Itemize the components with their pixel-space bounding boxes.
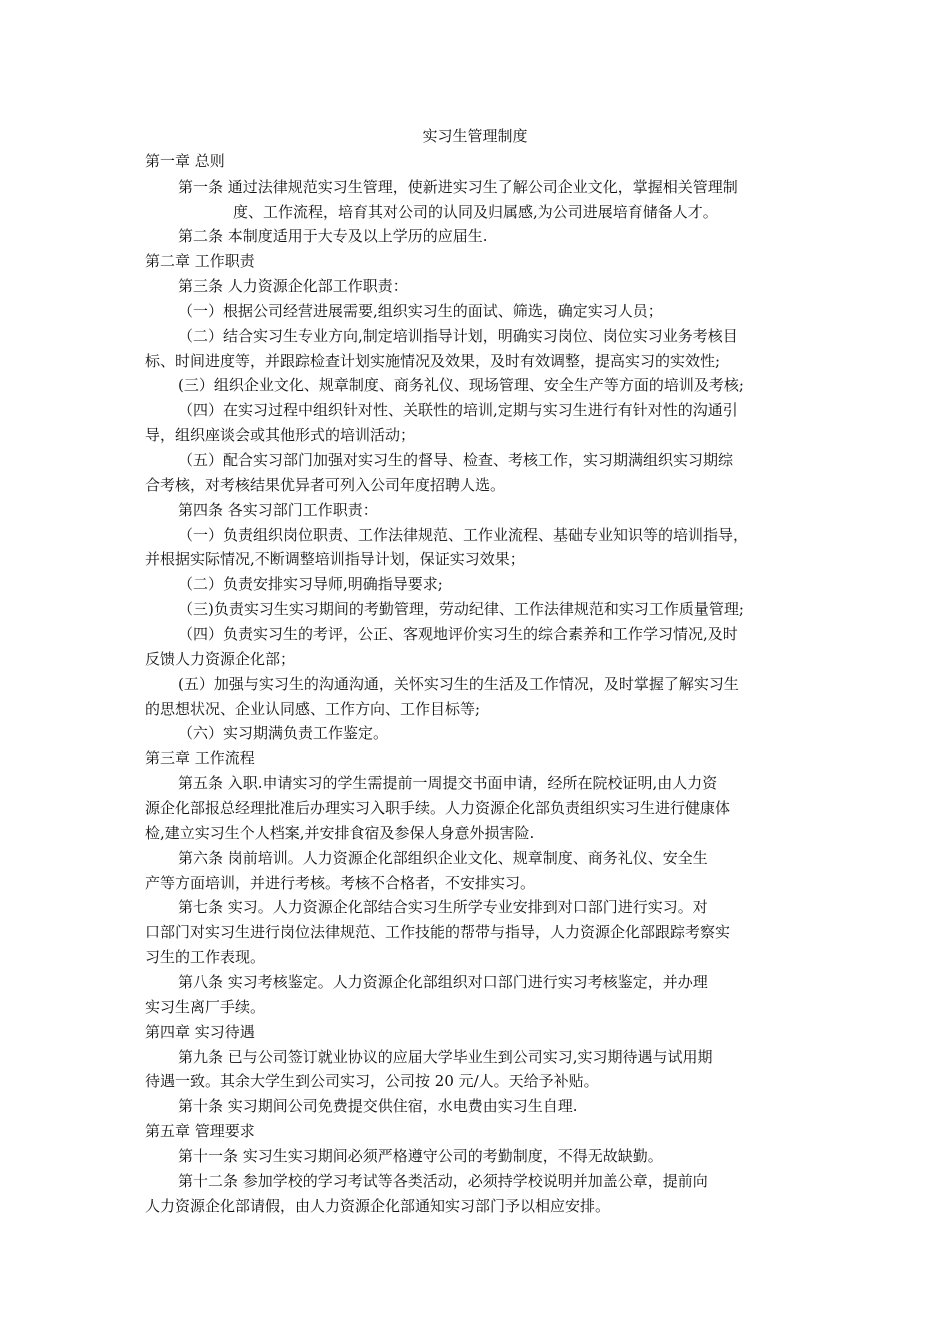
clause-line: 的思想状况、企业认同感、工作方向、工作目标等;	[145, 700, 481, 718]
article-line: 第十条 实习期间公司免费提交供住宿，水电费由实习生自理.	[178, 1097, 578, 1115]
article-line: 第九条 已与公司签订就业协议的应届大学毕业生到公司实习,实习期待遇与试用期	[178, 1048, 713, 1066]
article-line: 第十一条 实习生实习期间必须严格遵守公司的考勤制度，不得无故缺勤。	[178, 1147, 663, 1165]
article-line: 第七条 实习。人力资源企化部结合实习生所学专业安排到对口部门进行实习。对	[178, 898, 708, 916]
clause-line: （四）负责实习生的考评，公正、客观地评价实习生的综合素养和工作学习情况,及时	[178, 625, 738, 643]
document-title: 实习生管理制度	[422, 127, 528, 145]
article-line: 人力资源企化部请假，由人力资源企化部通知实习部门予以相应安排。	[145, 1197, 611, 1215]
article-line: 第五条 入职.申请实习的学生需提前一周提交书面申请，经所在院校证明,由人力资	[178, 774, 718, 792]
clause-line: 导，组织座谈会或其他形式的培训活动；	[145, 426, 416, 444]
article-line: 第一条 通过法律规范实习生管理，使新进实习生了解公司企业文化，掌握相关管理制	[178, 178, 738, 196]
article-line: 实习生离厂手续。	[145, 998, 266, 1016]
clause-line: （二）结合实习生专业方向,制定培训指导计划，明确实习岗位、岗位实习业务考核目	[178, 327, 738, 345]
clause-line: （五）配合实习部门加强对实习生的督导、检查、考核工作，实习期满组织实习期综	[178, 451, 734, 469]
article-line: 第三条 人力资源企化部工作职责：	[178, 277, 408, 295]
article-line: 第六条 岗前培训。人力资源企化部组织企业文化、规章制度、商务礼仪、安全生	[178, 849, 708, 867]
article-line: 第十二条 参加学校的学习考试等各类活动，必须持学校说明并加盖公章，提前向	[178, 1172, 708, 1190]
chapter-heading: 第二章 工作职责	[145, 252, 255, 270]
article-line: 度、工作流程，培育其对公司的认同及归属感,为公司进展培育储备人才。	[233, 203, 718, 221]
clause-line: 合考核，对考核结果优异者可列入公司年度招聘人选。	[145, 476, 506, 494]
chapter-heading: 第一章 总则	[145, 152, 225, 170]
clause-line: (三）组织企业文化、规章制度、商务礼仪、现场管理、安全生产等方面的培训及考核;	[178, 376, 744, 394]
article-line: 产等方面培训，并进行考核。考核不合格者，不安排实习。	[145, 874, 536, 892]
clause-line: （四）在实习过程中组织针对性、关联性的培训,定期与实习生进行有针对性的沟通引	[178, 401, 738, 419]
clause-line: （六）实习期满负责工作鉴定。	[178, 724, 389, 742]
article-line: 习生的工作表现。	[145, 948, 266, 966]
article-line: 源企化部报总经理批准后办理实习入职手续。人力资源企化部负责组织实习生进行健康体	[145, 799, 731, 817]
clause-line: 并根据实际情况,不断调整培训指导计划，保证实习效果；	[145, 550, 525, 568]
article-line: 检,建立实习生个人档案,并安排食宿及参保人身意外损害险.	[145, 824, 535, 842]
clause-line: （二）负责安排实习导师,明确指导要求;	[178, 575, 443, 593]
article-line: 口部门对实习生进行岗位法律规范、工作技能的帮带与指导，人力资源企化部跟踪考察实	[145, 923, 731, 941]
article-line: 第四条 各实习部门工作职责：	[178, 501, 378, 519]
article-line: 待遇一致。其余大学生到公司实习，公司按 20 元/人。天给予补贴。	[145, 1072, 599, 1090]
chapter-heading: 第三章 工作流程	[145, 749, 255, 767]
clause-line: 反馈人力资源企化部；	[145, 650, 296, 668]
article-line: 第八条 实习考核鉴定。人力资源企化部组织对口部门进行实习考核鉴定，并办理	[178, 973, 708, 991]
clause-line: （一）根据公司经营进展需要,组织实习生的面试、筛选，确定实习人员；	[178, 302, 663, 320]
chapter-heading: 第四章 实习待遇	[145, 1023, 255, 1041]
article-line: 第二条 本制度适用于大专及以上学历的应届生.	[178, 227, 488, 245]
clause-line: 标、时间进度等，并跟踪检查计划实施情况及效果，及时有效调整，提高实习的实效性;	[145, 352, 721, 370]
clause-line: （三)负责实习生实习期间的考勤管理，劳动纪律、工作法律规范和实习工作质量管理;	[178, 600, 744, 618]
clause-line: （一）负责组织岗位职责、工作法律规范、工作业流程、基础专业知识等的培训指导，	[178, 526, 749, 544]
chapter-heading: 第五章 管理要求	[145, 1122, 255, 1140]
clause-line: (五）加强与实习生的沟通沟通，关怀实习生的生活及工作情况，及时掌握了解实习生	[178, 675, 739, 693]
